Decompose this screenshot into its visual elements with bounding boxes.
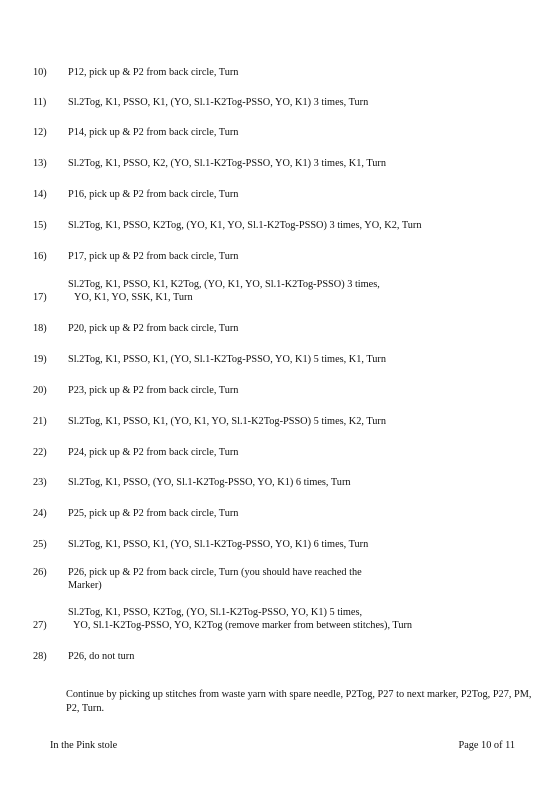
footer-title: In the Pink stole: [50, 740, 118, 751]
step-number: 17): [33, 292, 47, 303]
step-text: P14, pick up & P2 from back circle, Turn: [68, 127, 239, 138]
step-text-line: P26, pick up & P2 from back circle, Turn (you should have reached the: [68, 567, 362, 578]
step-text: P17, pick up & P2 from back circle, Turn: [68, 251, 239, 262]
step-text: [68, 566, 538, 592]
step-number: 10): [33, 67, 47, 78]
step-number: 11): [33, 97, 47, 108]
step-text: Sl.2Tog, K1, PSSO, (YO, Sl.1-K2Tog-PSSO, YO, K1) 6 times, Turn: [68, 477, 351, 488]
step-number: 27): [33, 620, 47, 631]
step-number: 18): [33, 323, 47, 334]
step-number: 21): [33, 416, 47, 427]
step-text: P26, do not turn: [68, 651, 135, 662]
step-text: Sl.2Tog, K1, PSSO, K2, (YO, Sl.1-K2Tog-PSSO, YO, K1) 3 times, K1, Turn: [68, 158, 386, 169]
step-number: 14): [33, 189, 47, 200]
step-text: Sl.2Tog, K1, PSSO, K2Tog, (YO, K1, YO, Sl.1-K2Tog-PSSO) 3 times, YO, K2, Turn: [68, 220, 422, 231]
step-number: 15): [33, 220, 47, 231]
step-number: 23): [33, 477, 47, 488]
step-number: 19): [33, 354, 47, 365]
step-text-line: Sl.2Tog, K1, PSSO, K1, K2Tog, (YO, K1, YO, Sl.1-K2Tog-PSSO) 3 times,: [68, 279, 380, 290]
step-text: [68, 606, 538, 632]
step-text: P24, pick up & P2 from back circle, Turn: [68, 447, 239, 458]
step-number: 12): [33, 127, 47, 138]
step-text: P20, pick up & P2 from back circle, Turn: [68, 323, 239, 334]
step-text: P16, pick up & P2 from back circle, Turn: [68, 189, 239, 200]
step-number: 20): [33, 385, 47, 396]
step-number: 26): [33, 567, 47, 578]
step-text: [68, 278, 538, 304]
step-text: Sl.2Tog, K1, PSSO, K1, (YO, Sl.1-K2Tog-PSSO, YO, K1) 3 times, Turn: [68, 97, 369, 108]
step-text-line: YO, K1, YO, SSK, K1, Turn: [74, 292, 193, 303]
step-text: P12, pick up & P2 from back circle, Turn: [68, 67, 239, 78]
step-number: 24): [33, 508, 47, 519]
step-text-line: YO, Sl.1-K2Tog-PSSO, YO, K2Tog (remove marker from between stitches), Turn: [73, 620, 413, 631]
step-text: Sl.2Tog, K1, PSSO, K1, (YO, Sl.1-K2Tog-PSSO, YO, K1) 5 times, K1, Turn: [68, 354, 386, 365]
page-number: Page 10 of 11: [458, 740, 515, 751]
continue-paragraph: Continue by picking up stitches from waste yarn with spare needle, P2Tog, P27 to next marker, P2Tog, P27, PM, P2, Turn.: [66, 689, 532, 714]
step-text-line: Sl.2Tog, K1, PSSO, K2Tog, (YO, Sl.1-K2Tog-PSSO, YO, K1) 5 times,: [68, 607, 363, 618]
step-text: P25, pick up & P2 from back circle, Turn: [68, 508, 239, 519]
step-number: 25): [33, 539, 47, 550]
step-text: Sl.2Tog, K1, PSSO, K1, (YO, Sl.1-K2Tog-PSSO, YO, K1) 6 times, Turn: [68, 539, 369, 550]
step-number: 16): [33, 251, 47, 262]
step-number: 22): [33, 447, 47, 458]
step-text: P23, pick up & P2 from back circle, Turn: [68, 385, 239, 396]
step-number: 28): [33, 651, 47, 662]
step-text-line: Marker): [68, 580, 102, 591]
step-text: Sl.2Tog, K1, PSSO, K1, (YO, K1, YO, Sl.1-K2Tog-PSSO) 5 times, K2, Turn: [68, 416, 386, 427]
step-number: 13): [33, 158, 47, 169]
